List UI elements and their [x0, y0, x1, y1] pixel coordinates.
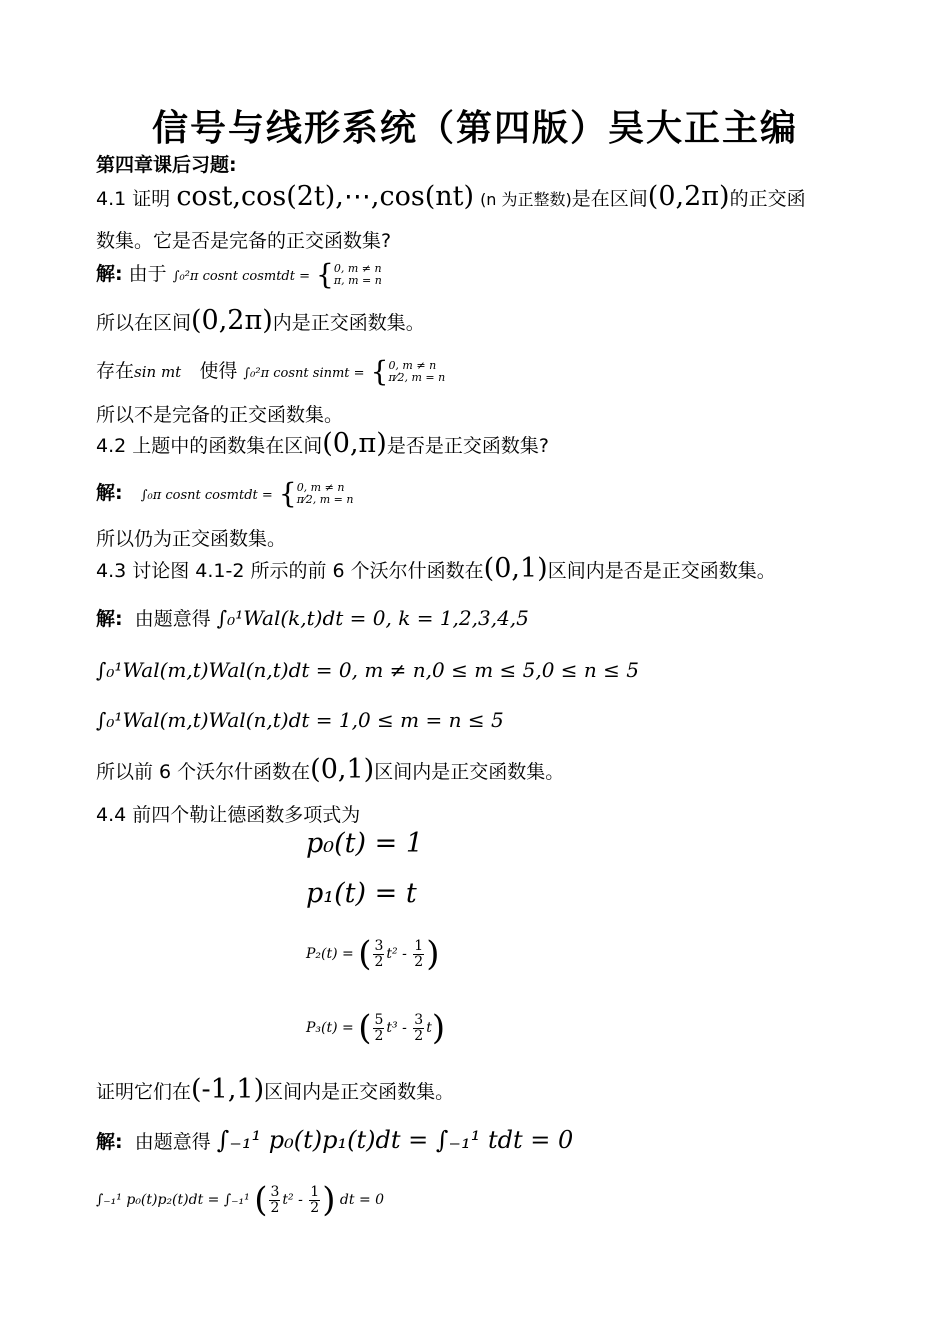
text: 是在区间 — [571, 188, 648, 210]
text: 所以在区间 — [96, 312, 192, 334]
problem-4-3 — [96, 553, 776, 584]
text: 区间内是正交函数集。 — [374, 761, 565, 783]
legendre-p2: P₂(t) = ( $\frac{3}{2}$ t² - $\frac{1}{2}$ ) — [306, 934, 440, 974]
minus: - — [402, 946, 407, 962]
solution-4-4 — [96, 1126, 573, 1154]
numerator: 3 — [374, 937, 384, 954]
math-integral: ∫₀²π cosnt sinmt = — [243, 366, 365, 381]
denominator: 2 — [270, 1199, 280, 1216]
solution-4-2 — [96, 477, 353, 510]
problem-number: 4.2 上题中的函数集在区间 — [96, 435, 323, 457]
problem-4-2 — [96, 428, 549, 459]
text: 由题意得 — [134, 608, 211, 630]
denominator: 2 — [414, 1027, 424, 1044]
math-formula: ∫₀¹Wal(m,t)Wal(n,t)dt = 1,0 ≤ m = n ≤ 5 — [96, 708, 504, 732]
fraction — [269, 1185, 280, 1215]
text: 由题意得 — [134, 1131, 211, 1153]
math-integral: ∫₀²π cosnt cosmtdt = — [172, 269, 310, 284]
case: π, m = n — [333, 273, 382, 287]
problem-4-1-line2: 数集。它是否是完备的正交函数集? — [96, 230, 392, 252]
conclusion-line — [96, 754, 564, 785]
case: π⁄2, m = n — [296, 492, 354, 506]
term: t² — [386, 946, 398, 962]
cases-brace: {0, m ≠ n π⁄2, m = n — [278, 477, 354, 510]
term: t³ — [386, 1020, 398, 1036]
lhs: ∫₋₁¹ p₀(t)p₂(t)dt = ∫₋₁¹ — [96, 1192, 250, 1208]
legendre-p0: p₀(t) = 1 — [306, 828, 423, 859]
denominator: 2 — [414, 953, 424, 970]
page-title: 信号与线形系统（第四版）吴大正主编 — [151, 108, 798, 149]
problem-4-4: 4.4 前四个勒让德函数多项式为 — [96, 804, 361, 826]
lhs: P₂(t) = — [306, 946, 354, 962]
math-function: sin mt — [134, 363, 182, 381]
math-formula: ∫₋₁¹ p₀(t)p₁(t)dt = ∫₋₁¹ tdt = 0 — [216, 1126, 574, 1154]
problem-number: 4.3 讨论图 4.1-2 所示的前 6 个沃尔什函数在 — [96, 560, 484, 582]
text: 由于 — [128, 263, 167, 285]
problem-number: 4.1 证明 — [96, 188, 171, 210]
math-interval: (0,1) — [483, 553, 548, 584]
term: t — [426, 1020, 432, 1036]
solution-4-1 — [96, 258, 382, 291]
solution-4-3 — [96, 604, 529, 631]
fraction — [373, 939, 384, 969]
text: 区间内是否是正交函数集。 — [547, 560, 776, 582]
math-interval: (0,2π) — [191, 305, 273, 336]
text: 的正交函 — [729, 188, 806, 210]
text: 内是正交函数集。 — [272, 312, 425, 334]
fraction — [413, 939, 424, 969]
legendre-p3: P₃(t) = ( $\frac{5}{2}$ t³ - $\frac{3}{2}$ t) — [306, 1008, 446, 1048]
existence-line — [96, 355, 445, 388]
minus: - — [298, 1192, 303, 1208]
math-interval: (0,2π) — [647, 181, 730, 212]
text: 使得 — [199, 360, 238, 382]
numerator: 1 — [310, 1183, 320, 1200]
denominator: 2 — [310, 1199, 320, 1216]
problem-4-1-line1 — [96, 181, 806, 212]
math-interval: (0,1) — [310, 754, 375, 785]
solution-label: 解: — [96, 1131, 123, 1153]
legendre-p1: p₁(t) = t — [306, 878, 417, 909]
math-function-set: cost,cos(2t),⋯,cos(nt) — [176, 181, 475, 212]
denominator: 2 — [374, 953, 384, 970]
conclusion-line — [96, 305, 425, 336]
case: 0, m ≠ n — [296, 480, 345, 494]
fraction — [309, 1185, 320, 1215]
solution-label: 解: — [96, 608, 123, 630]
solution-label: 解: — [96, 263, 123, 285]
text: 证明它们在 — [96, 1081, 192, 1103]
math-formula: ∫₀¹Wal(k,t)dt = 0, k = 1,2,3,4,5 — [216, 606, 529, 630]
conclusion-line: 所以仍为正交函数集。 — [96, 528, 287, 550]
math-interval: (-1,1) — [191, 1074, 265, 1105]
fraction — [413, 1013, 424, 1043]
math-integral: ∫₀π cosnt cosmtdt = — [140, 488, 273, 503]
text: 是否是正交函数集? — [386, 435, 549, 457]
math-interval: (0,π) — [322, 428, 387, 459]
minus: - — [402, 1020, 407, 1036]
case: 0, m ≠ n — [333, 261, 382, 275]
case: π⁄2, m = n — [388, 370, 446, 384]
text: 存在 — [96, 360, 135, 382]
condition: (n 为正整数) — [480, 190, 572, 209]
cases-brace: {0, m ≠ n π⁄2, m = n — [370, 355, 446, 388]
text: 所以前 6 个沃尔什函数在 — [96, 761, 311, 783]
prove-line — [96, 1074, 454, 1105]
final-line: 所以不是完备的正交函数集。 — [96, 404, 344, 426]
numerator: 3 — [270, 1183, 280, 1200]
math-formula-p0p2: ∫₋₁¹ p₀(t)p₂(t)dt = ∫₋₁¹ ( $\frac{3}{2}$ t² - $\frac{1}{2}$ ) dt = 0 — [96, 1180, 385, 1220]
rhs: dt = 0 — [339, 1192, 385, 1208]
cases-brace: {0, m ≠ n π, m = n — [316, 258, 382, 291]
numerator: 1 — [414, 937, 424, 954]
solution-label: 解: — [96, 482, 123, 504]
text: 区间内是正交函数集。 — [264, 1081, 455, 1103]
denominator: 2 — [374, 1027, 384, 1044]
math-formula: ∫₀¹Wal(m,t)Wal(n,t)dt = 0, m ≠ n,0 ≤ m ≤ 5,0 ≤ n ≤ 5 — [96, 658, 639, 682]
chapter-heading: 第四章课后习题: — [96, 154, 237, 176]
case: 0, m ≠ n — [388, 358, 437, 372]
numerator: 5 — [374, 1011, 384, 1028]
term: t² — [282, 1192, 294, 1208]
numerator: 3 — [414, 1011, 424, 1028]
lhs: P₃(t) = — [306, 1020, 354, 1036]
fraction — [373, 1013, 384, 1043]
